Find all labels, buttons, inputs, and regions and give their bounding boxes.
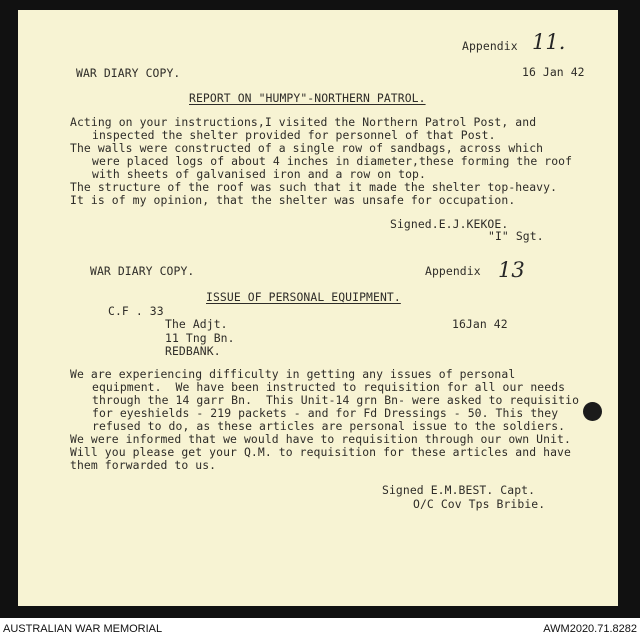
punch-hole [583, 402, 602, 421]
addressee-line: The Adjt. [165, 317, 228, 331]
appendix-label-2: Appendix [425, 264, 481, 278]
report-line: It is of my opinion, that the shelter was unsafe for occupation. [70, 193, 516, 207]
war-diary-copy-label: WAR DIARY COPY. [76, 66, 181, 80]
report-title: REPORT ON "HUMPY"-NORTHERN PATROL. [189, 91, 426, 105]
issue-line: them forwarded to us. [70, 458, 217, 472]
addressee-line: REDBANK. [165, 344, 221, 358]
appendix-number-handwritten: 11. [532, 30, 566, 54]
report-rank: "I" Sgt. [488, 229, 544, 243]
issue-line: for eyeshields - 219 packets - and for Fd Dressings - 50. This they [92, 406, 559, 420]
report-line: inspected the shelter provided for personnel of that Post. [92, 128, 496, 142]
report-line: Acting on your instructions,I visited the Northern Patrol Post, and [70, 115, 537, 129]
issue-line: Will you please get your Q.M. to requisition for these articles and have [70, 445, 571, 459]
archive-footer [0, 618, 640, 637]
report-line: with sheets of galvanised iron and a row on top. [92, 167, 426, 181]
document-page [18, 10, 618, 606]
report-line: The walls were constructed of a single row of sandbags, across which [70, 141, 544, 155]
appendix-number-handwritten-2: 13 [498, 258, 525, 282]
issue-position: O/C Cov Tps Bribie. [413, 497, 546, 511]
institution-label: AUSTRALIAN WAR MEMORIAL [3, 623, 163, 635]
issue-line: We were informed that we would have to requisition through our own Unit. [70, 432, 571, 446]
issue-line: We are experiencing difficulty in getting any issues of personal [70, 367, 516, 381]
issue-title: ISSUE OF PERSONAL EQUIPMENT. [206, 290, 401, 304]
issue-line: equipment. We have been instructed to requisition for all our needs [92, 380, 566, 394]
report-signature: Signed.E.J.KEKOE. [390, 217, 509, 231]
war-diary-copy-label-2: WAR DIARY COPY. [90, 264, 195, 278]
file-reference: C.F . 33 [108, 304, 164, 318]
issue-line: through the 14 garr Bn. This Unit-14 grn Bn- were asked to requisitio [92, 393, 580, 407]
addressee-line: 11 Tng Bn. [165, 331, 235, 345]
accession-number: AWM2020.71.8282 [543, 623, 637, 635]
report-line: The structure of the roof was such that it made the shelter top-heavy. [70, 180, 558, 194]
issue-line: refused to do, as these articles are personal issue to the soldiers. [92, 419, 566, 433]
issue-signature: Signed E.M.BEST. Capt. [382, 483, 536, 497]
report-date: 16 Jan 42 [522, 65, 585, 79]
report-line: were placed logs of about 4 inches in diameter,these forming the roof [92, 154, 573, 168]
appendix-label: Appendix [462, 39, 518, 53]
issue-date: 16Jan 42 [452, 317, 508, 331]
